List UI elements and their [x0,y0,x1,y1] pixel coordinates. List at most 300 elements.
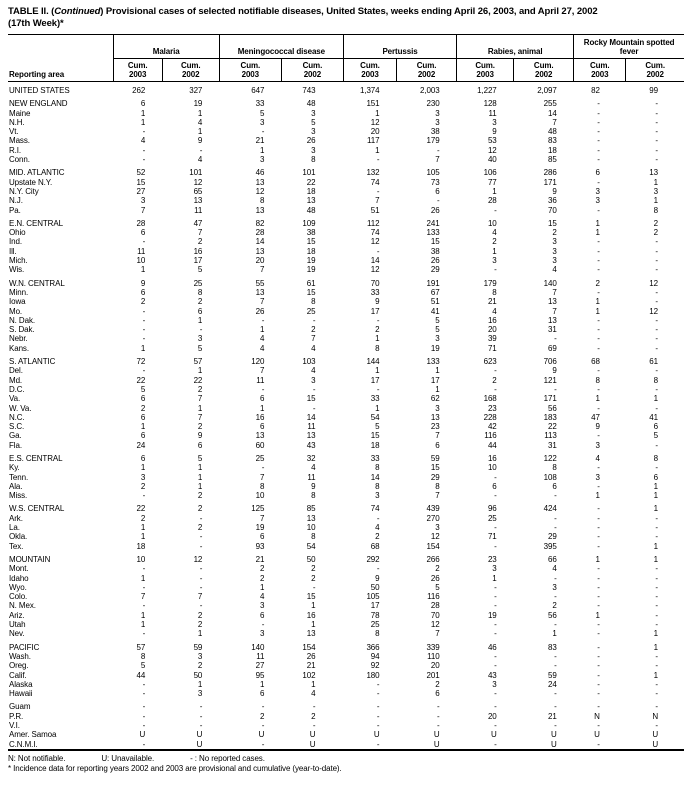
value-cell: 8 [653,375,658,385]
value-cell: - [554,592,557,602]
value-cell: 25 [370,620,380,630]
value-cell: - [554,620,557,630]
value-cell: - [597,315,600,325]
value-cell: 3 [552,246,557,256]
value-cell: 9 [375,573,380,583]
value-cell: 2 [197,620,203,630]
reporting-area-cell: S. Dak. [9,325,35,335]
value-cell: - [142,127,146,137]
value-cell: 102 [302,670,316,680]
value-cell: 15 [430,237,440,247]
value-cell: 57 [193,357,203,367]
value-cell: - [142,334,146,344]
value-cell: 8 [197,287,203,297]
value-cell: 32 [306,453,316,463]
value-cell: 9 [197,136,203,146]
value-cell: - [376,689,380,699]
value-cell: 6 [552,481,557,491]
value-cell: 101 [189,168,203,178]
value-cell: - [597,205,600,215]
value-cell: - [655,108,658,118]
value-cell: - [655,573,658,583]
value-cell: 44 [487,440,497,450]
value-cell: 1 [653,196,658,206]
value-cell: 1 [197,108,203,118]
column-header-cum-2002: Cum. 2002 [281,59,343,82]
table-row [8,639,684,652]
value-cell: 4 [260,343,265,353]
value-cell: 15 [136,177,146,187]
value-cell: 121 [543,375,557,385]
footnote-legend [8,754,684,764]
reporting-area-cell: Tenn. [9,472,29,482]
value-cell: 2 [311,711,316,721]
reporting-area-cell: Conn. [9,155,30,165]
value-cell: - [494,702,497,712]
value-cell: 2 [595,278,600,288]
value-cell: 18 [548,145,557,155]
value-cell: - [655,403,658,413]
value-cell: 21 [255,554,265,564]
value-cell: 85 [548,155,557,165]
value-cell: - [142,155,146,165]
column-header-cum-2002: Cum. 2002 [626,59,684,82]
value-cell: - [494,582,497,592]
value-cell: 9 [140,278,146,288]
value-cell: 1 [492,573,497,583]
table-row [8,671,684,680]
table-row [8,500,684,513]
value-cell: 6 [653,472,658,482]
value-cell: 69 [548,343,557,353]
value-cell: 2 [260,564,265,574]
reporting-area-cell: Minn. [9,287,29,297]
value-cell: 23 [430,422,440,432]
value-cell: 26 [255,306,265,316]
value-cell: 2 [552,601,557,611]
value-cell: 10 [136,256,146,266]
value-cell: 1 [197,463,203,473]
value-cell: - [554,689,557,699]
value-cell: 2 [653,218,658,228]
column-header-cum-2003: Cum. 2003 [343,59,396,82]
value-cell: 11 [194,205,203,215]
value-cell: 12 [193,177,203,187]
value-cell: 133 [426,228,440,238]
value-cell: 1 [140,265,146,275]
table-body [8,82,684,750]
table-row [8,620,684,629]
value-cell: 2 [197,504,203,514]
value-cell: - [655,702,658,712]
value-cell: 1 [492,186,497,196]
value-cell: 4 [311,366,316,376]
value-cell: 71 [487,532,497,542]
value-cell: - [142,306,146,316]
value-cell: 4 [311,343,316,353]
value-cell: U [551,739,557,749]
reporting-area-cell: Nev. [9,629,25,639]
value-cell: 29 [430,265,440,275]
table-row [8,366,684,375]
value-cell: 8 [552,463,557,473]
value-cell: 22 [136,504,146,514]
table-row [8,712,684,721]
value-cell: 22 [548,422,557,432]
value-cell: - [597,108,600,118]
table-row [8,574,684,583]
value-cell: 74 [370,504,380,514]
value-cell: 10 [487,463,497,473]
value-cell: 12 [487,145,497,155]
title-line2: (17th Week)* [8,17,64,29]
value-cell: - [494,721,497,730]
reporting-area-cell: MID. ATLANTIC [9,168,65,178]
value-cell: 42 [487,422,497,432]
value-cell: 133 [426,357,440,367]
value-cell: - [597,334,600,344]
value-cell: 2 [260,711,265,721]
value-cell: 3 [492,117,497,127]
value-cell: 20 [430,661,440,671]
value-cell: - [554,651,557,661]
footnote-no-cases: - : No reported cases. [190,753,265,763]
value-cell: 13 [548,315,557,325]
value-cell: 1 [140,463,146,473]
value-cell: 6 [435,689,440,699]
value-cell: - [261,620,265,630]
value-cell: 20 [370,127,380,137]
value-cell: N [594,711,600,721]
reporting-area-cell: Okla. [9,532,28,542]
value-cell: U [594,730,600,740]
value-cell: 1 [140,610,146,620]
value-cell: 140 [543,278,557,288]
value-cell: 14 [306,412,316,422]
value-cell: 20 [487,711,497,721]
value-cell: 1 [595,610,600,620]
reporting-area-cell: UNITED STATES [9,86,70,95]
value-cell: 116 [484,431,497,441]
value-cell: 19 [430,343,440,353]
table-row [8,376,684,385]
value-cell: 7 [140,592,146,602]
value-cell: 71 [487,343,497,353]
value-cell: 29 [430,472,440,482]
value-cell: 23 [487,554,497,564]
value-cell: 18 [306,186,316,196]
value-cell: 59 [430,453,440,463]
value-cell: 439 [426,504,440,514]
value-cell: 2 [653,228,658,238]
value-cell: 7 [260,513,265,523]
value-cell: - [597,287,600,297]
value-cell: 1 [260,679,265,689]
value-cell: - [142,366,146,376]
reporting-area-cell: Pa. [9,205,21,215]
value-cell: - [261,739,265,749]
value-cell: 179 [426,136,440,146]
value-cell: 1 [595,491,600,501]
value-cell: 6 [435,440,440,450]
value-cell: 2 [552,228,557,238]
value-cell: 62 [430,394,440,404]
notifiable-diseases-table [8,34,684,751]
value-cell: 28 [255,228,265,238]
value-cell: 4 [595,453,600,463]
reporting-area-cell: Va. [9,394,21,404]
value-cell: - [597,532,600,542]
reporting-area-cell: Wash. [9,651,31,661]
table-row [8,564,684,573]
value-cell: 70 [548,205,557,215]
table-header [8,35,684,82]
value-cell: 15 [306,237,316,247]
value-cell: 85 [306,504,316,514]
value-cell: 7 [260,472,265,482]
value-cell: 7 [260,265,265,275]
value-cell: 52 [136,168,146,178]
value-cell: 3 [492,256,497,266]
value-cell: 8 [311,155,316,165]
value-cell: 74 [370,228,380,238]
value-cell: 27 [136,186,146,196]
value-cell: 61 [649,357,658,367]
table-row [8,275,684,288]
table-row [8,721,684,730]
table-row [8,155,684,164]
reporting-area-cell: Md. [9,375,23,385]
table-row [8,394,684,403]
reporting-area-cell: N. Dak. [9,315,35,325]
value-cell: 12 [649,278,658,288]
value-cell: 3 [140,472,146,482]
reporting-area-cell: Utah [9,620,26,630]
value-cell: 2 [311,573,316,583]
column-group-rocky-mountain-spotted-fever: Rocky Mountain spotted fever [574,35,684,59]
value-cell: 1 [595,394,600,404]
value-cell: - [655,315,658,325]
value-cell: 2 [260,573,265,583]
value-cell: 5 [375,422,380,432]
value-cell: 2 [197,237,203,247]
value-cell: - [142,601,146,611]
value-cell: 26 [430,256,440,266]
value-cell: 14 [370,256,380,266]
table-row [8,601,684,610]
value-cell: 7 [260,366,265,376]
value-cell: - [554,523,557,533]
value-cell: 11 [256,375,265,385]
value-cell: 183 [543,412,557,422]
value-cell: 4 [197,155,203,165]
value-cell: 4 [311,463,316,473]
value-cell: - [376,739,380,749]
value-cell: 12 [370,117,380,127]
value-cell: - [142,629,146,639]
column-header-cum-2003: Cum. 2003 [219,59,281,82]
value-cell: 4 [492,228,497,238]
value-cell: - [597,481,600,491]
reporting-area-cell: NEW ENGLAND [9,99,68,109]
value-cell: 47 [193,218,203,228]
table-row [8,413,684,422]
table-row [8,228,684,237]
value-cell: 132 [366,168,380,178]
value-cell: - [597,431,600,441]
value-cell: - [655,523,658,533]
value-cell: 38 [430,127,440,137]
value-cell: 1 [140,108,146,118]
reporting-area-cell: P.R. [9,711,24,721]
reporting-area-cell: W.N. CENTRAL [9,278,65,288]
value-cell: 8 [311,297,316,307]
table-row [8,431,684,440]
value-cell: 5 [140,384,146,394]
value-cell: 3 [595,196,600,206]
value-cell: 1 [653,670,658,680]
value-cell: - [142,315,146,325]
value-cell: U [196,739,203,749]
value-cell: 6 [492,481,497,491]
value-cell: 27 [255,661,265,671]
value-cell: - [494,620,497,630]
value-cell: 25 [487,513,497,523]
value-cell: 2,003 [420,86,440,95]
value-cell: 1 [653,491,658,501]
value-cell: 154 [302,642,316,652]
value-cell: 25 [255,453,265,463]
value-cell: - [142,564,146,574]
column-group-malaria: Malaria [113,35,219,59]
table-row [8,385,684,394]
table-row [8,247,684,256]
reporting-area-cell: Ala. [9,481,23,491]
value-cell: 101 [302,168,316,178]
value-cell: 1 [375,366,380,376]
reporting-area-cell: N.H. [9,117,25,127]
value-cell: 33 [370,394,380,404]
value-cell: 19 [255,523,265,533]
value-cell: 13 [255,205,265,215]
value-cell: 31 [548,440,557,450]
value-cell: - [494,629,497,639]
value-cell: 11 [307,422,316,432]
value-cell: 55 [255,278,265,288]
value-cell: 8 [311,491,316,501]
value-cell: 13 [306,196,316,206]
value-cell: 44 [136,670,146,680]
value-cell: 1 [197,472,203,482]
table-row [8,206,684,215]
table-row [8,256,684,265]
value-cell: - [655,610,658,620]
value-cell: 1 [140,422,146,432]
value-cell: 5 [653,431,658,441]
value-cell: - [597,256,600,266]
value-cell: 21 [306,661,316,671]
value-cell: 53 [487,136,497,146]
value-cell: 1 [595,554,600,564]
value-cell: U [433,739,440,749]
value-cell: 59 [193,642,203,652]
value-cell: 120 [251,357,265,367]
value-cell: 70 [370,278,380,288]
value-cell: 41 [649,412,658,422]
reporting-area-cell: La. [9,523,20,533]
table-row [8,482,684,491]
value-cell: 13 [193,196,203,206]
value-cell: 8 [375,463,380,473]
value-cell: 7 [435,491,440,501]
value-cell: 11 [256,651,265,661]
value-cell: 3 [140,196,146,206]
value-cell: 7 [552,117,557,127]
value-cell: 5 [197,453,203,463]
value-cell: 7 [197,592,203,602]
value-cell: 201 [426,670,440,680]
value-cell: - [597,127,600,137]
value-cell: 8 [311,532,316,542]
value-cell: 8 [375,481,380,491]
value-cell: 105 [366,592,380,602]
value-cell: 286 [543,168,557,178]
column-group-rabies-animal: Rabies, animal [457,35,574,59]
value-cell: 16 [255,412,265,422]
value-cell: - [494,491,497,501]
value-cell: - [376,679,380,689]
value-cell: - [199,601,203,611]
value-cell: 28 [430,601,440,611]
value-cell: 1 [311,679,316,689]
reporting-area-cell: Mass. [9,136,30,146]
value-cell: - [437,711,440,721]
table-row [8,422,684,431]
value-cell: N [652,711,658,721]
value-cell: 151 [366,99,380,109]
reporting-area-cell: Upstate N.Y. [9,177,53,187]
value-cell: 13 [255,177,265,187]
value-cell: 168 [483,394,497,404]
value-cell: 1 [653,177,658,187]
value-cell: - [261,127,265,137]
value-cell: - [199,702,203,712]
value-cell: 292 [366,554,380,564]
value-cell: - [655,592,658,602]
value-cell: 6 [260,532,265,542]
value-cell: 16 [193,246,203,256]
value-cell: - [597,463,600,473]
value-cell: 6 [140,99,146,109]
value-cell: 6 [653,422,658,432]
value-cell: 191 [426,278,440,288]
column-header-cum-2003: Cum. 2003 [113,59,162,82]
value-cell: 13 [306,513,316,523]
value-cell: 68 [591,357,600,367]
table-row [8,551,684,564]
value-cell: 1 [375,403,380,413]
value-cell: - [142,237,146,247]
value-cell: - [199,541,203,551]
value-cell: 3 [311,375,316,385]
value-cell: - [655,325,658,335]
value-cell: 5 [260,108,265,118]
value-cell: - [494,689,497,699]
value-cell: - [597,237,600,247]
value-cell: 10 [136,554,146,564]
value-cell: - [261,721,265,730]
value-cell: 8 [260,481,265,491]
